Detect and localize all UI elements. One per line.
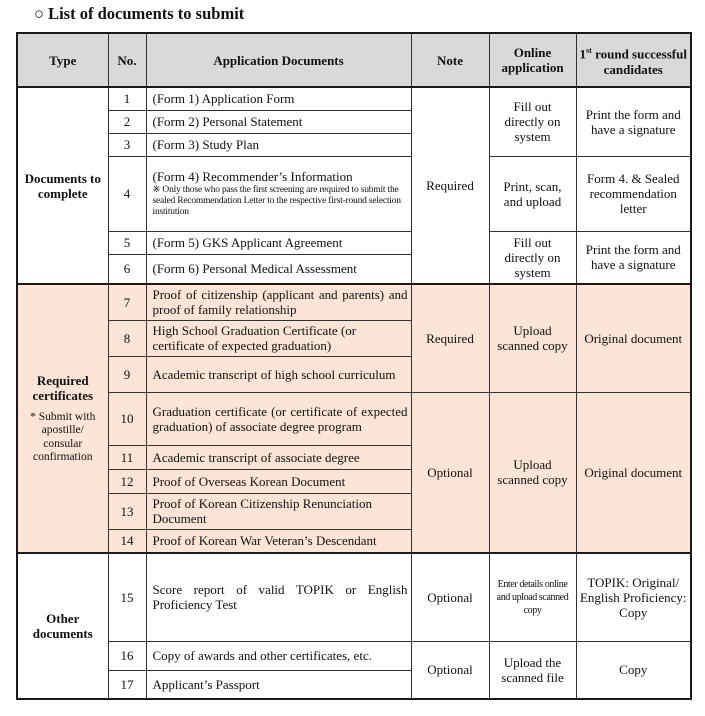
document-name: (Form 5) GKS Applicant Agreement (146, 231, 411, 254)
header-first-round (576, 33, 691, 87)
online-cell: Upload the scanned file (489, 641, 576, 699)
document-name: Applicant’s Passport (146, 670, 411, 699)
row-number: 8 (108, 320, 146, 356)
row-number: 2 (108, 110, 146, 133)
round1-cell: Print the form and have a signature (576, 87, 691, 156)
header-round-number: 1 (579, 46, 587, 62)
section-other-documents: Other documents (17, 553, 108, 699)
document-name: Academic transcript of high school curriculum (146, 356, 411, 392)
row-number: 14 (108, 529, 146, 553)
note-cell: Optional (411, 553, 489, 641)
document-name: (Form 3) Study Plan (146, 133, 411, 156)
header-online-application: Online application (489, 33, 576, 87)
table-row (17, 156, 691, 231)
document-name: Score report of valid TOPIK or English Proficiency Test (146, 553, 411, 641)
row-number: 6 (108, 254, 146, 284)
note-cell: Required (411, 87, 489, 284)
row-number: 15 (108, 553, 146, 641)
row-number: 10 (108, 392, 146, 445)
online-cell: Upload scanned copy (489, 392, 576, 553)
row-number: 5 (108, 231, 146, 254)
document-name: Copy of awards and other certificates, etc. (146, 641, 411, 670)
header-no: No. (108, 33, 146, 87)
document-name (146, 156, 411, 231)
document-title: (Form 4) Recommender’s Information (152, 169, 353, 184)
row-number: 4 (108, 156, 146, 231)
document-name: Graduation certificate (or certificate of expected graduation) of associate degree program (146, 392, 411, 445)
round1-cell: Original document (576, 392, 691, 553)
document-name: Proof of Korean Citizenship Renunciation Document (146, 493, 411, 529)
note-cell: Required (411, 284, 489, 392)
header-round-text: round successful candidates (591, 46, 687, 77)
row-number: 17 (108, 670, 146, 699)
section-note: * Submit with apostille/ consular confirmation (30, 410, 96, 463)
document-name: (Form 2) Personal Statement (146, 110, 411, 133)
row-number: 3 (108, 133, 146, 156)
online-cell: Fill out directly on system (489, 87, 576, 156)
header-type: Type (17, 33, 108, 87)
document-name: High School Graduation Certificate (or certificate of expected graduation) (146, 320, 411, 356)
section-required-certificates (17, 284, 108, 553)
header-round-suffix: st (586, 46, 592, 56)
document-subnote: ※ Only those who pass the first screening are required to submit the sealed Recommendation Letter to the respective first-round selection institution (152, 185, 401, 217)
header-documents: Application Documents (146, 33, 411, 87)
table-row (17, 231, 691, 254)
online-cell: Upload scanned copy (489, 284, 576, 392)
row-number: 16 (108, 641, 146, 670)
table-row (17, 87, 691, 110)
table-row (17, 553, 691, 641)
online-cell: Enter details online and upload scanned copy (489, 553, 576, 641)
documents-table (16, 32, 692, 700)
document-name: Academic transcript of associate degree (146, 445, 411, 469)
document-name: Proof of citizenship (applicant and parents) and proof of family relationship (146, 284, 411, 320)
document-name: (Form 6) Personal Medical Assessment (146, 254, 411, 284)
round1-cell: Print the form and have a signature (576, 231, 691, 284)
table-row (17, 641, 691, 670)
online-cell: Print, scan, and upload (489, 156, 576, 231)
round1-cell: Copy (576, 641, 691, 699)
document-name: (Form 1) Application Form (146, 87, 411, 110)
row-number: 1 (108, 87, 146, 110)
note-cell: Optional (411, 641, 489, 699)
round1-cell: TOPIK: Original/ English Proficiency: Copy (576, 553, 691, 641)
header-note: Note (411, 33, 489, 87)
table-row (17, 392, 691, 445)
section-label: Required certificates (32, 372, 94, 403)
document-name: Proof of Korean War Veteran’s Descendant (146, 529, 411, 553)
round1-cell: Original document (576, 284, 691, 392)
row-number: 12 (108, 469, 146, 493)
online-cell: Fill out directly on system (489, 231, 576, 284)
note-cell: Optional (411, 392, 489, 553)
row-number: 13 (108, 493, 146, 529)
row-number: 9 (108, 356, 146, 392)
document-name: Proof of Overseas Korean Document (146, 469, 411, 493)
section-documents-to-complete: Documents to complete (17, 87, 108, 284)
row-number: 11 (108, 445, 146, 469)
section-title: ○ List of documents to submit (34, 4, 245, 23)
header-row (17, 33, 691, 87)
round1-cell: Form 4. & Sealed recommendation letter (576, 156, 691, 231)
table-row (17, 284, 691, 320)
row-number: 7 (108, 284, 146, 320)
